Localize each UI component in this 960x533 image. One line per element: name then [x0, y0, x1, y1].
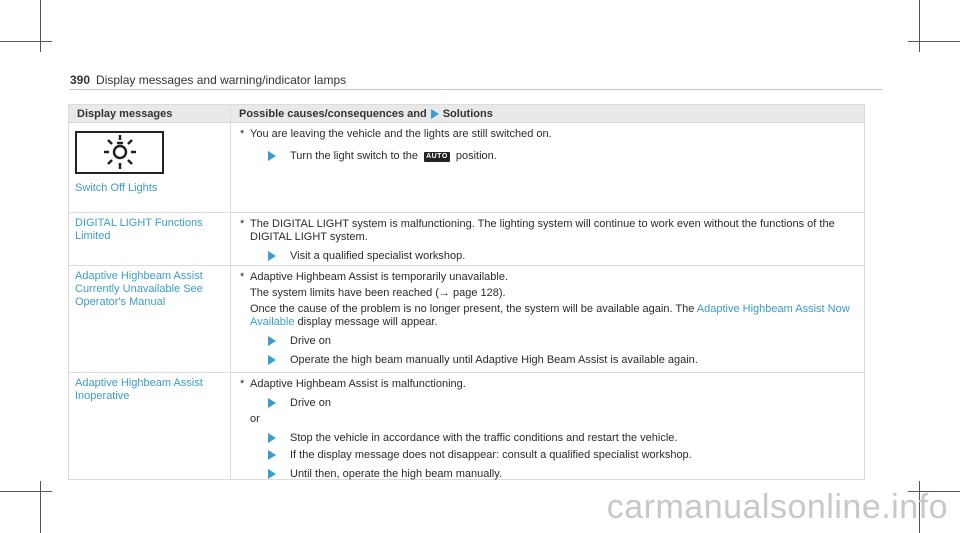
- crop-mark: [0, 41, 52, 42]
- optional-equipment-marker: *: [240, 128, 245, 140]
- action-arrow-icon: [268, 450, 276, 460]
- light-bulb-icon: [75, 131, 164, 174]
- solution-step: Visit a qualified specialist workshop.: [268, 250, 856, 263]
- crop-mark: [919, 0, 920, 52]
- action-arrow-icon: [268, 469, 276, 479]
- action-arrow-icon: [268, 151, 276, 161]
- auto-switch-icon: AUTO: [426, 153, 448, 160]
- cause-cell: [231, 266, 864, 372]
- solution-step: Operate the high beam manually until Adaptive High Beam Assist is available again.: [268, 354, 856, 367]
- table-header: [69, 105, 864, 123]
- message-cell: [69, 373, 231, 479]
- action-arrow-icon: [268, 433, 276, 443]
- message-cell: [69, 213, 231, 265]
- system-limits-text: The system limits have been reached (→ page 128).: [250, 287, 506, 299]
- or-separator: or: [250, 413, 260, 425]
- cause-text: * Adaptive Highbeam Assist is temporarily unavailable.: [240, 271, 509, 283]
- solution-step: Stop the vehicle in accordance with the traffic conditions and restart the vehicle.: [268, 432, 856, 445]
- column-header-causes: Possible causes/consequences and Solutions: [239, 107, 493, 120]
- display-message: DIGITAL LIGHT Functions Limited: [75, 217, 203, 242]
- solution-step: Drive on: [268, 397, 856, 410]
- cause-cell: [231, 213, 864, 265]
- page-header: [70, 73, 346, 87]
- cause-cell: [231, 123, 864, 212]
- table-row: [69, 123, 864, 213]
- cause-text: * The DIGITAL LIGHT system is malfunctioning. The lighting system will continue to work even without the functions of the DIGITAL LIGHT system.: [240, 218, 835, 243]
- table-row: [69, 373, 864, 479]
- crop-mark: [40, 0, 41, 52]
- optional-equipment-marker: *: [240, 378, 245, 390]
- action-arrow-icon: [268, 336, 276, 346]
- display-message: Adaptive Highbeam Assist Inoperative: [75, 377, 203, 402]
- table-row: [69, 266, 864, 373]
- action-arrow-icon: [268, 251, 276, 261]
- page-header-title: Display messages and warning/indicator lamps: [96, 73, 347, 87]
- display-message: Switch Off Lights: [75, 182, 158, 194]
- cause-text: * Adaptive Highbeam Assist is malfunctioning.: [240, 378, 466, 390]
- message-cell: [69, 123, 231, 212]
- display-messages-table: [68, 104, 865, 480]
- header-divider: [70, 89, 882, 90]
- cause-cell: [231, 373, 864, 479]
- action-arrow-icon: [268, 398, 276, 408]
- display-message: Adaptive Highbeam Assist Currently Unavailable See Operator's Manual: [75, 270, 203, 308]
- action-arrow-icon: [268, 355, 276, 365]
- watermark: carmanualsonline.info: [606, 488, 948, 526]
- page-number: 390: [70, 73, 91, 87]
- table-row: [69, 213, 864, 266]
- cause-text: * You are leaving the vehicle and the lights are still switched on.: [240, 128, 552, 140]
- solution-step: Drive on: [268, 335, 856, 348]
- display-message-reference: Adaptive Highbeam Assist Now Available: [250, 303, 850, 328]
- solution-step: Turn the light switch to the AUTO position.: [268, 150, 856, 163]
- solution-step: Until then, operate the high beam manually.: [268, 468, 856, 481]
- crop-mark: [908, 41, 960, 42]
- solution-step: If the display message does not disappear: consult a qualified specialist workshop.: [268, 449, 856, 462]
- column-header-messages: Display messages: [69, 105, 231, 122]
- availability-text: Once the cause of the problem is no longer present, the system will be available again. The Adaptive Highbeam Assist Now Available display message will appear.: [250, 303, 850, 328]
- message-cell: [69, 266, 231, 372]
- optional-equipment-marker: *: [240, 218, 245, 230]
- crop-mark: [40, 481, 41, 533]
- action-arrow-icon: [431, 109, 439, 119]
- optional-equipment-marker: *: [240, 271, 245, 283]
- crop-mark: [0, 491, 52, 492]
